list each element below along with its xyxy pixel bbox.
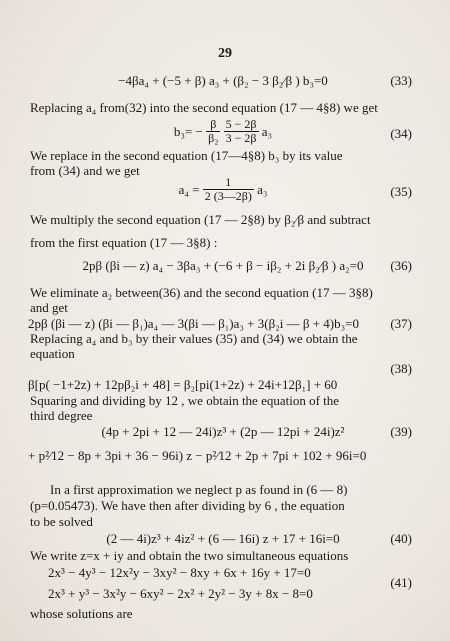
equation-35: a₄ = $\frac{1}{2 (3—2\beta)}$ a₃ (35) xyxy=(178,175,412,203)
text-line: Replacing a₄ and b₃ by their values (35) and (34) we obtain the xyxy=(30,331,358,346)
equation-34: b₃= − $\frac{\beta}{\text{β₂}}$ $\frac{5 - 2\beta}{3 - 2\beta}$ a₃ (34) xyxy=(173,117,412,145)
text-line: Replacing a₄ from(32) into the second equation (17 — 4§8) we get xyxy=(30,100,378,115)
text-line: In a first approximation we neglect p as found in (6 — 8) xyxy=(50,482,348,497)
equation-41a: 2x³ − 4y³ − 12x²y − 3xy² − 8xy + 6x + 16y + 17=0 xyxy=(48,565,311,580)
text-line: and get xyxy=(30,300,68,315)
equation-39: (4p + 2pi + 12 — 24i)z³ + (2p — 12pi + 24i)z² (39) xyxy=(101,424,412,439)
equation-number: (41) xyxy=(390,575,412,590)
text-line: from the first equation (17 — 3§8) : xyxy=(30,235,218,250)
equation-36: 2pβ (βi — z) a₄ − 3βa₃ + (−6 + β − iβ₂ + 2i β₂⁄β ) a₂=0 (36) xyxy=(82,258,412,273)
equation-39-continued: + p²⁄12 − 8p + 3pi + 36 − 96i) z − p²⁄12 + 2p + 7pi + 102 + 96i=0 xyxy=(28,448,367,463)
text-line: We replace in the second equation (17—4§8) b₃ by its value xyxy=(30,148,343,163)
text-line: third degree xyxy=(30,408,93,423)
text-line: (p=0.05473). We have then after dividing by 6 , the equation xyxy=(30,498,345,513)
equation-40: (2 — 4i)z³ + 4iz² + (6 — 16i) z + 17 + 16i=0 (40) xyxy=(106,531,412,546)
equation-number: (40) xyxy=(390,531,412,546)
text-line: whose solutions are xyxy=(30,606,133,621)
text-line: from (34) and we get xyxy=(30,163,140,178)
fraction: $\frac{\beta}{\text{β₂}}$ xyxy=(208,117,219,145)
text-line: equation xyxy=(30,346,75,361)
text-line: We eliminate a₂ between(36) and the second equation (17 — 3§8) xyxy=(30,285,373,300)
fraction: $\frac{1}{2 (3—2\beta)}$ xyxy=(204,175,252,203)
equation-number: (34) xyxy=(390,126,412,141)
text-line: Squaring and dividing by 12 , we obtain the equation of the xyxy=(30,393,340,408)
equation-38: β[p( −1+2z) + 12pβ₂i + 48] = β₂[pi(1+2z) + 24i+12β₁] + 60 xyxy=(28,377,338,392)
equation-37: 2pβ (βi — z) (βi — β₁)a₄ — 3(βi — β₁)a₃ + 3(β₂i — β + 4)b₃=0 (37) xyxy=(28,316,412,331)
equation-number: (36) xyxy=(390,258,412,273)
text-line: to be solved xyxy=(30,514,93,529)
text-line: We multiply the second equation (17 — 2§8) by β₂⁄β and subtract xyxy=(30,212,371,227)
equation-number: (38) xyxy=(390,361,412,376)
page-number: 29 xyxy=(218,46,232,61)
equation-33: −4βa₄ + (−5 + β) a₃ + (β₂ − 3 β₂⁄β ) b₃=0 (33) xyxy=(118,73,412,88)
equation-number: (39) xyxy=(390,424,412,439)
equation-41b: 2x³ + y³ − 3x²y − 6xy² − 2x² + 2y² − 3y + 8x − 8=0 xyxy=(48,586,313,601)
fraction: $\frac{5 - 2\beta}{3 - 2\beta}$ xyxy=(225,117,257,145)
text-line: We write z=x + iy and obtain the two simultaneous equations xyxy=(30,548,349,563)
equation-number: (37) xyxy=(390,316,412,331)
equation-number: (35) xyxy=(390,184,412,199)
equation-number: (33) xyxy=(390,73,412,88)
